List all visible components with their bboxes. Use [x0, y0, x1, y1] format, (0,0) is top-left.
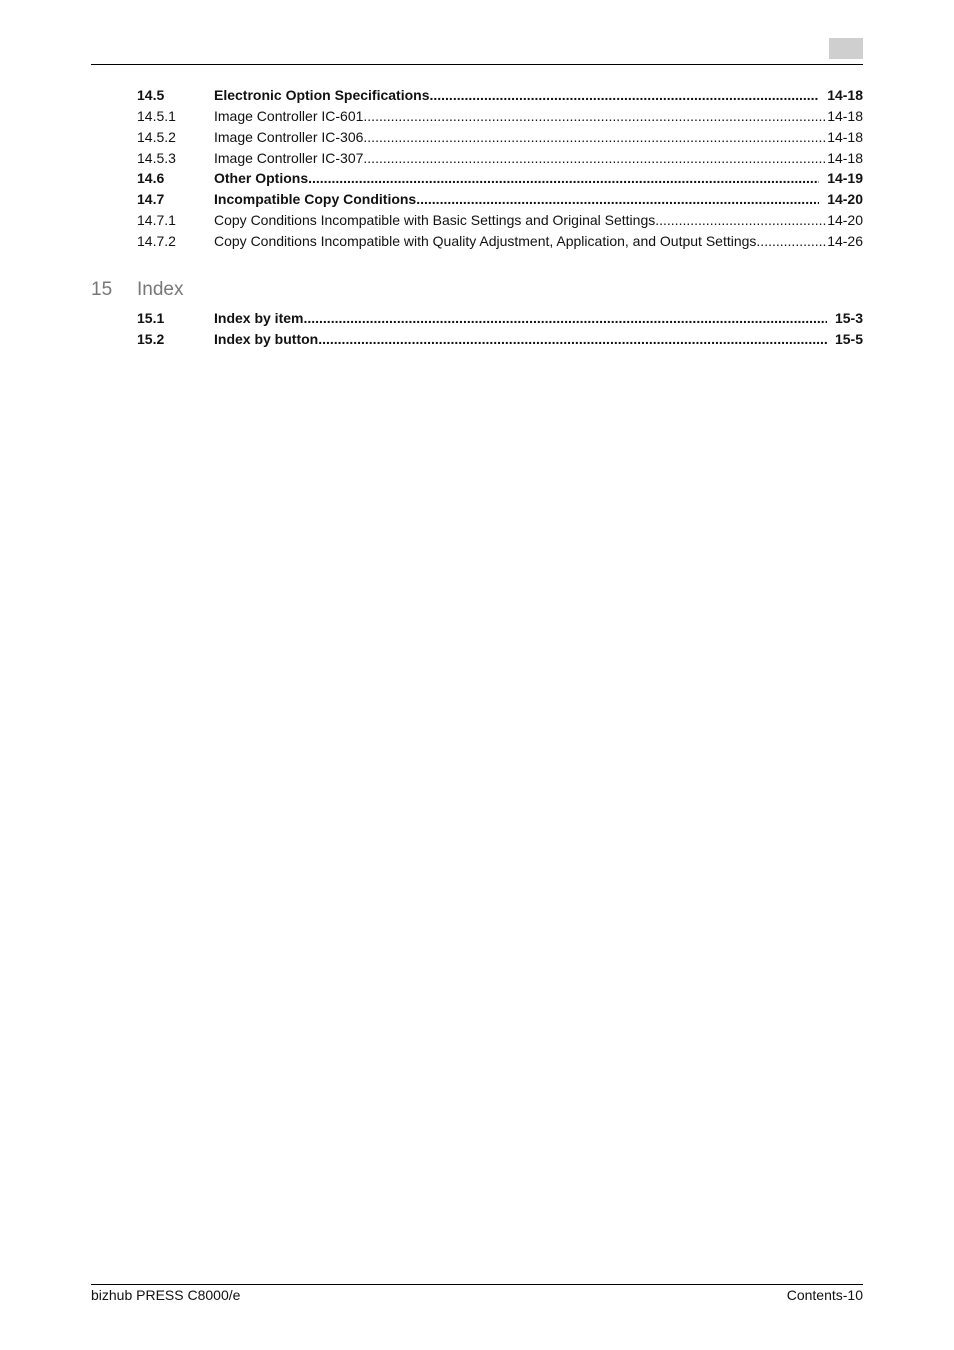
toc-page-number: 14-20 [827, 212, 863, 228]
toc-number: 14.7.1 [137, 212, 176, 228]
toc-number: 14.5.1 [137, 108, 176, 124]
toc-leader-dots [756, 232, 827, 250]
toc-leader-dots [308, 169, 819, 187]
toc-title: Copy Conditions Incompatible with Quality Adjustment, Application, and Output Settings [214, 233, 757, 249]
footer-page-number: Contents-10 [786, 1287, 863, 1303]
toc-leader-dots [363, 149, 827, 167]
toc-number: 14.5.3 [137, 150, 176, 166]
toc-number: 14.6 [137, 170, 165, 186]
toc-page-number: 14-18 [827, 150, 863, 166]
toc-entry[interactable] [137, 169, 863, 187]
toc-page-number: 15-5 [834, 331, 863, 347]
toc-number: 14.7.2 [137, 233, 176, 249]
chapter-heading [91, 278, 183, 302]
toc-leader-dots [363, 107, 827, 125]
toc-leader-dots [416, 190, 819, 208]
toc-entry[interactable] [137, 232, 863, 250]
toc-number: 14.5.2 [137, 129, 176, 145]
toc-page-number: 15-3 [834, 310, 863, 326]
toc-number: 14.5 [137, 87, 165, 103]
toc-title: Image Controller IC-601 [214, 108, 364, 124]
toc-page-number: 14-19 [827, 170, 863, 186]
toc-entry[interactable] [137, 309, 863, 327]
toc-entry[interactable] [137, 330, 863, 348]
chapter-title: Index [137, 279, 184, 300]
header-tab-marker [829, 38, 863, 59]
toc-leader-dots [303, 309, 827, 327]
footer-product-name: bizhub PRESS C8000/e [91, 1287, 241, 1303]
toc-title: Other Options [214, 170, 309, 186]
toc-entry[interactable] [137, 107, 863, 125]
footer-rule [91, 1284, 863, 1285]
toc-page-number: 14-20 [827, 191, 863, 207]
chapter-number: 15 [91, 279, 113, 300]
header-rule [91, 64, 863, 65]
toc-leader-dots [363, 128, 827, 146]
toc-title: Incompatible Copy Conditions [214, 191, 417, 207]
toc-leader-dots [655, 211, 827, 229]
toc-title: Index by item [214, 310, 304, 326]
toc-entry[interactable] [137, 149, 863, 167]
toc-entry[interactable] [137, 190, 863, 208]
toc-page-number: 14-18 [827, 108, 863, 124]
toc-number: 15.2 [137, 331, 165, 347]
toc-title: Index by button [214, 331, 319, 347]
toc-page-number: 14-18 [827, 87, 863, 103]
toc-title: Image Controller IC-306 [214, 129, 364, 145]
toc-page-number: 14-26 [827, 233, 863, 249]
toc-entry[interactable] [137, 128, 863, 146]
toc-leader-dots [429, 86, 819, 104]
toc-number: 14.7 [137, 191, 165, 207]
toc-title: Copy Conditions Incompatible with Basic Settings and Original Settings [214, 212, 656, 228]
toc-number: 15.1 [137, 310, 165, 326]
toc-title: Electronic Option Specifications [214, 87, 430, 103]
toc-entry[interactable] [137, 86, 863, 104]
toc-title: Image Controller IC-307 [214, 150, 364, 166]
toc-entry[interactable] [137, 211, 863, 229]
toc-leader-dots [318, 330, 827, 348]
toc-page-number: 14-18 [827, 129, 863, 145]
